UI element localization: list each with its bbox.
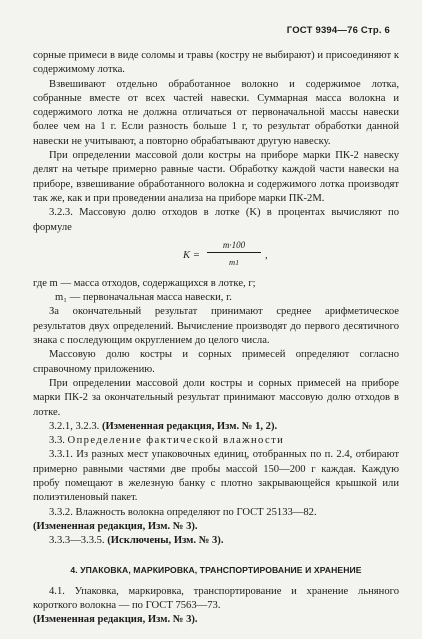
subsection-number: 3.3.	[49, 435, 65, 447]
page-content	[33, 49, 399, 628]
paragraph: Массовую долю костры и сорных примесей определяют согласно справочному приложению.	[33, 349, 399, 375]
fraction-bar	[207, 252, 261, 253]
denominator-base: m	[229, 256, 236, 267]
paragraph: 3.3.2. Влажность волокна определяют по ГОСТ 25133—82.	[49, 506, 317, 518]
paragraph: Взвешивают отдельно обработанное волокно и содержимое лотка, собранные вместе от всех частей навески. Суммарная масса волокна и содержимого лотка не должна отличаться от первоначальной массы навески более чем на 1 г. Если разность больше 1 г, то результат обработки данной навески не учитывают, а повторно обрабатывают другую навеску.	[33, 78, 399, 147]
paragraph: 3.3.1. Из разных мест упаковочных единиц, отобранных по п. 2.4, отбирают примерно равными частями две пробы массой 150—200 г каждая. Каждую пробу помещают в железную банку с плотно закрывающейся крышкой или полиэтиленовый пакет.	[33, 449, 399, 504]
paragraph: где m — масса отходов, содержащихся в лотке, г;	[33, 277, 256, 289]
paragraph: За окончательный результат принимают среднее арифметическое результатов двух определений. Вычисление производят до первого десятичного знака с последующим округлением до целого числа.	[33, 306, 399, 347]
subsection-heading	[33, 434, 399, 448]
amendment-note: (Измененная редакция, Изм. № 3).	[33, 520, 198, 532]
amendment-ref: 3.2.1, 3.2.3.	[49, 420, 100, 432]
subsection-title: Определение фактической влажности	[67, 435, 285, 447]
amendment-note	[33, 534, 399, 548]
formula-tail: ,	[265, 249, 268, 261]
formula-denominator	[207, 255, 261, 270]
amendment-note: (Измененная редакция, Изм. № 3).	[33, 614, 198, 626]
formula	[33, 235, 399, 277]
amendment-note	[33, 420, 399, 434]
paragraph: m₁ — первоначальная масса навески, г.	[55, 292, 232, 304]
paragraph: 3.2.3. Массовую долю отходов в лотке (K) в процентах вычисляют по формуле	[33, 207, 399, 233]
paragraph: 4.1. Упаковка, маркировка, транспортирование и хранение льняного короткого волокна — по ГОСТ 7563—73.	[33, 585, 399, 612]
amendment-text: (Измененная редакция, Изм. № 1, 2).	[101, 420, 278, 432]
amendment-ref: 3.3.3—3.3.5.	[49, 535, 105, 547]
section-title: 4. УПАКОВКА, МАРКИРОВКА, ТРАНСПОРТИРОВАНИЕ И ХРАНЕНИЕ	[70, 564, 362, 575]
denominator-subscript: 1	[235, 257, 239, 267]
amendment-text: (Исключены, Изм. № 3).	[107, 535, 224, 547]
page-header: ГОСТ 9394—76 Стр. 6	[286, 25, 390, 36]
paragraph: При определении массовой доли костры на приборе марки ПК-2 навеску делят на четыре примерно равные части. Обработку каждой части навески на приборе, взвешивание обработанного волокна и содержимого лотка производят так же, как и при проведении анализа на приборе марки ПК-2М.	[33, 150, 399, 204]
formula-lhs: K =	[183, 249, 200, 261]
paragraph: сорные примеси в виде соломы и травы (костру не выбирают) и присоединяют к содержимому лотка.	[33, 50, 399, 76]
formula-numerator: m·100	[222, 239, 246, 250]
paragraph: При определении массовой доли костры и сорных примесей на приборе марки ПК-2 за окончательный результат принимают массовую долю отходов в лотке.	[33, 377, 399, 418]
